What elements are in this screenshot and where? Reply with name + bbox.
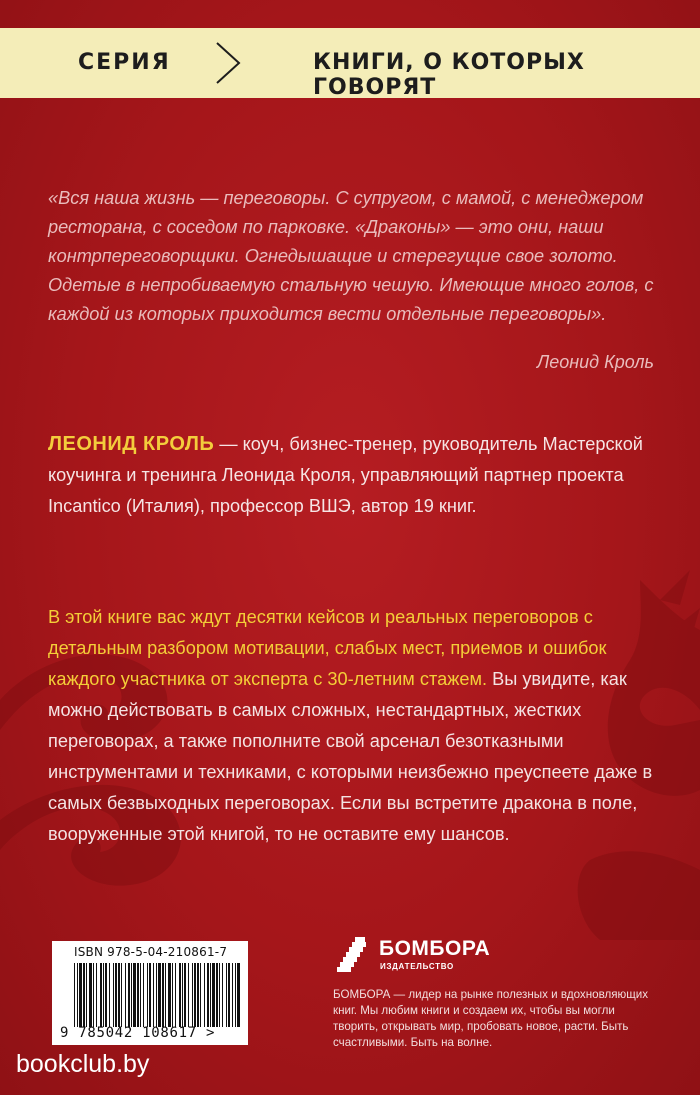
author-name: ЛЕОНИД КРОЛЬ (48, 433, 215, 455)
author-bio (48, 429, 660, 522)
description-highlight: В этой книге вас ждут десятки кейсов и реальных переговоров с детальным разбором мотивации, слабых мест, приемов и ошибок каждого участника от эксперта с 30-летним стажем. (48, 607, 607, 689)
isbn-label: ISBN 978-5-04-210861-7 (74, 945, 228, 959)
watermark-site: bookclub.by (16, 1050, 150, 1078)
publisher-subtitle: ИЗДАТЕЛЬСТВО (380, 962, 454, 971)
barcode-icon (72, 963, 242, 1027)
series-name: КНИГИ, О КОТОРЫХ ГОВОРЯТ (313, 50, 585, 100)
description-text: Вы увидите, как можно действовать в самых сложных, нестандартных, жестких переговорах, а также пополните свой арсенал безотказными инструментами и техниками, с которыми неизбежно преуспеете даже в самых безвыходных переговорах. Если вы встретите дракона в поле, вооруженные этой книгой, то не оставите ему шансов. (48, 669, 653, 844)
quote-text: «Вся наша жизнь — переговоры. С супругом, с мамой, с менеджером ресторана, с соседом по парковке. «Драконы» — это они, наши контрпереговорщики. Огнедышащие и стерегущие свое золото. Одетые в непробиваемую стальную чешую. Имеющие много голов, с каждой из которых приходится вести отдельные переговоры». (48, 188, 654, 324)
book-description (48, 602, 664, 850)
chevron-right-icon (213, 40, 243, 86)
series-banner (0, 28, 700, 98)
author-bio-text: — коуч, бизнес-тренер, руководитель Мастерской коучинга и тренинга Леонида Кроля, управляющий партнер проекта Incantico (Италия), профессор ВШЭ, автор 19 книг. (48, 434, 643, 516)
series-label: СЕРИЯ (78, 50, 171, 75)
publisher-description: БОМБОРА — лидер на рынке полезных и вдохновляющих книг. Мы любим книги и создаем их, чтобы вы могли творить, открывать мир, пробовать новое, расти. Быть счастливыми. Быть на волне. (333, 988, 649, 1049)
quote-author: Леонид Кроль (536, 352, 654, 372)
barcode-block (52, 941, 248, 1045)
bombora-logo-icon (333, 934, 373, 978)
barcode-number: 9 785042 108617 > (60, 1025, 216, 1041)
publisher-name: БОМБОРА (379, 937, 491, 960)
